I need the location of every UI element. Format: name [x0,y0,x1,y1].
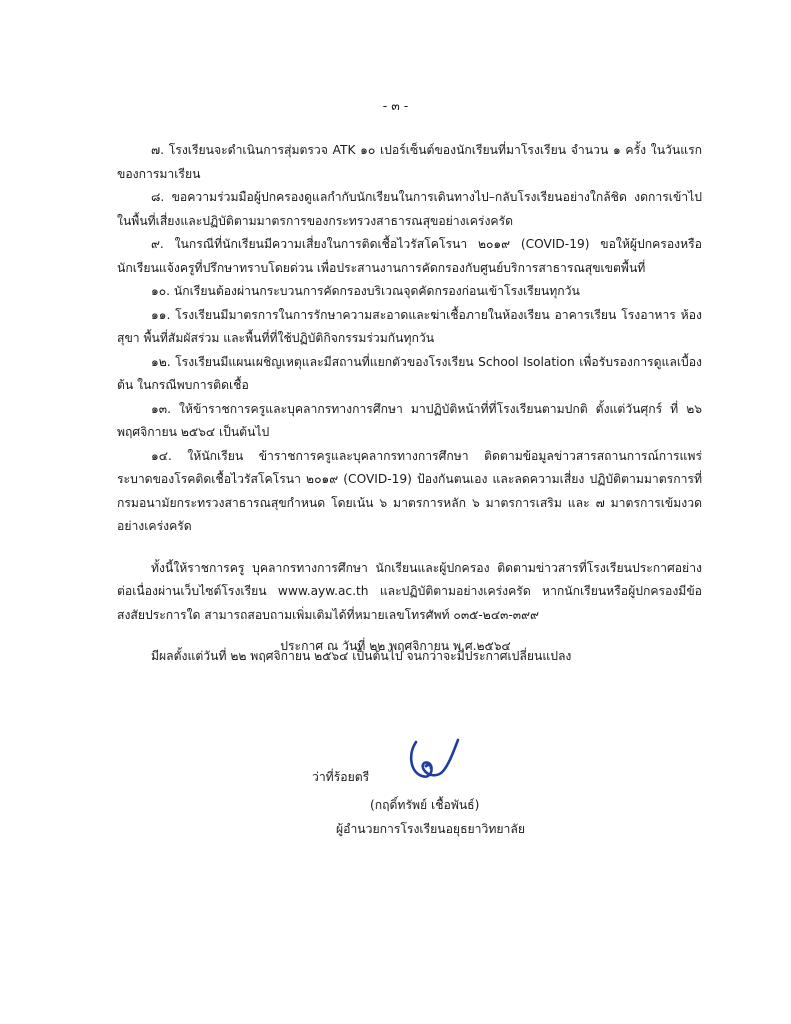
signatory-name: (กฤดิ์ทรัพย์ เชื้อพันธ์) [370,798,480,812]
list-item: ๑๑. โรงเรียนมีมาตรการในการรักษาความสะอาดและฆ่าเชื้อภายในห้องเรียน อาคารเรียน โรงอาหาร ห้องสุขา พื้นที่สัมผัสร่วม และพื้นที่ที่ใช้ปฏิบัติกิจกรรมร่วมกันทุกวัน [117,307,702,345]
list-item: ๑๒. โรงเรียนมีแผนเผชิญเหตุและมีสถานที่แยกตัวของโรงเรียน School Isolation เพื่อรับรองการดูแลเบื้องต้น ในกรณีพบการติดเชื้อ [117,354,702,392]
notice-paragraph: ทั้งนี้ให้ราชการครู บุคลากรทางการศึกษา นักเรียนและผู้ปกครอง ติดตามข่าวสารที่โรงเรียนประกาศอย่างต่อเนื่องผ่านเว็บไซต์โรงเรียน www.ayw.ac.th และปฏิบัติตามอย่างเคร่งครัด หากนักเรียนหรือผู้ปกครองมีข้อสงสัยประการใด สามารถสอบถามเพิ่มเติมได้ที่หมายเลขโทรศัพท์ ๐๓๕-๒๔๓-๓๙๙ [117,560,702,622]
document-body [117,139,702,669]
effective-date: มีผลตั้งแต่วันที่ ๒๒ พฤศจิกายน ๒๕๖๔ เป็นต้นไป จนกว่าจะมีประกาศเปลี่ยนแปลง [151,649,572,663]
list-item: ๙. ในกรณีที่นักเรียนมีความเสี่ยงในการติดเชื้อไวรัสโคโรนา ๒๐๑๙ (COVID-19) ขอให้ผู้ปกครองหรือนักเรียนแจ้งครูที่ปรึกษาทราบโดยด่วน เพื่อประสานงานการคัดกรองกับศูนย์บริการสาธารณสุขเขตพื้นที่ [117,237,702,275]
signature-image [404,734,464,792]
signature-stroke [411,740,458,777]
list-item: ๑๔. ให้นักเรียน ข้าราชการครูและบุคลากรทางการศึกษา ติดตามข้อมูลข่าวสารสถานการณ์การแพร่ระบาดของโรคติดเชื้อไวรัสโคโรนา ๒๐๑๙ (COVID-19) ป้องกันตนเอง และลดความเสี่ยง ปฏิบัติตามมาตรการที่กรมอนามัยกระทรวงสาธารณสุขกำหนด โดยเน้น ๖ มาตรการหลัก ๖ มาตรการเสริม และ ๗ มาตรการเข้มงวดอย่างเคร่งครัด [117,448,702,533]
list-item: ๑๓. ให้ข้าราชการครูและบุคลากรทางการศึกษา มาปฏิบัติหน้าที่ที่โรงเรียนตามปกติ ตั้งแต่วันศุกร์ ที่ ๒๖ พฤศจิกายน ๒๕๖๔ เป็นต้นไป [117,401,702,439]
list-item: ๘. ขอความร่วมมือผู้ปกครองดูแลกำกับนักเรียนในการเดินทางไป–กลับโรงเรียนอย่างใกล้ชิด งดการเข้าไปในพื้นที่เสี่ยงและปฏิบัติตามมาตรการของกระทรวงสาธารณสุขอย่างเคร่งครัด [117,190,702,228]
announcement-date: ประกาศ ณ วันที่ ๒๒ พฤศจิกายน พ.ศ.๒๕๖๔ [280,639,511,653]
signature-dot [426,765,431,768]
list-item: ๑๐. นักเรียนต้องผ่านกระบวนการคัดกรองบริเวณจุดคัดกรองก่อนเข้าโรงเรียนทุกวัน [151,284,580,298]
list-item: ๗. โรงเรียนจะดำเนินการสุ่มตรวจ ATK ๑๐ เปอร์เซ็นต์ของนักเรียนที่มาโรงเรียน จำนวน ๑ ครั้ง ในวันแรกของการมาเรียน [117,143,702,181]
page-number: - ๓ - [382,98,409,113]
signatory-position: ผู้อำนวยการโรงเรียนอยุธยาวิทยาลัย [336,822,525,836]
signature-rank: ว่าที่ร้อยตรี [312,770,370,784]
